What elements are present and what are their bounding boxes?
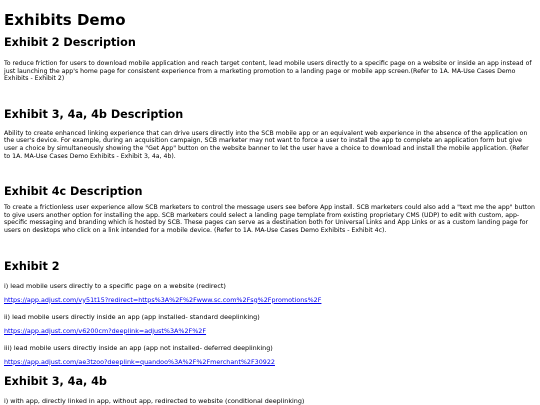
- exhibit-2-links-heading: Exhibit 2: [4, 259, 60, 273]
- exhibit-4c-description-text: To create a frictionless user experience allow SCB marketers to control the message users see before App install. SCB marketers could also add a "text me the app" button to give users another option for installing the app. SCB marketers could select a landing page template from existing proprietary CMS (UDP) to edit with custom, app-specific messaging and branding which is hosted by SCB. These pages can serve as a destination both for Universal Links and App Links or as a custom landing page for users on desktops who click on a link intended for a mobile device. (Refer to 1A. MA-Use Cases Demo Exhibits - Exhibit 4c).: [4, 204, 535, 234]
- deferred-deeplink-item-label: iii) lead mobile users directly inside an app (app not installed- deferred deeplinking): [4, 343, 273, 352]
- exhibit-2-description-heading: Exhibit 2 Description: [4, 36, 136, 49]
- exhibit-2-description-text: To reduce friction for users to download mobile application and reach target content, lead mobile users directly to a specific page on a website or inside an app instead of just launching the app's home page for consistent experience from a marketing promotion to a landing page or mobile app screen.(Refer to 1A. MA-Use Cases Demo Exhibits - Exhibit 2): [4, 60, 532, 83]
- standard-deeplink-link[interactable]: https://app.adjust.com/v6200cm?deeplink=adjust%3A%2F%2F: [4, 326, 207, 335]
- deferred-deeplink-item-link-row: [4, 358, 536, 366]
- redirect-item-label: i) lead mobile users directly to a specific page on a website (redirect): [4, 281, 226, 290]
- standard-deeplink-item-link-row: [4, 327, 536, 335]
- redirect-item-link-row: [4, 296, 536, 304]
- exhibit-3-4-description-heading: Exhibit 3, 4a, 4b Description: [4, 107, 184, 121]
- redirect-link[interactable]: https://app.adjust.com/vy51t15?redirect=https%3A%2F%2Fwww.sc.com%2Fsg%2Fpromotions%2F: [4, 295, 322, 304]
- page-title: Exhibits Demo: [4, 11, 126, 29]
- exhibit-4c-description-heading: Exhibit 4c Description: [4, 185, 143, 199]
- conditional-deeplink-item-label: i) with app, directly linked in app, without app, redirected to website (conditional deeplinking): [4, 396, 305, 405]
- exhibit-3-4-description-text: Ability to create enhanced linking experience that can drive users directly into the SCB mobile app or an equivalent web experience in the absence of the application on the user's device. For example, during an acquisition campaign, SCB marketer may not want to force a user to install the app to complete an application form but give user a choice by simultaneously showing the "Get App" button on the website banner to let the user have a choice to download and install the mobile application. (Refer to 1A. MA-Use Cases Demo Exhibits - Exhibit 3, 4a, 4b).: [4, 129, 529, 160]
- standard-deeplink-item-label: ii) lead mobile users directly inside an app (app installed- standard deeplinking): [4, 312, 260, 321]
- exhibit-3-4-links-heading: Exhibit 3, 4a, 4b: [4, 374, 107, 388]
- deferred-deeplink-link[interactable]: https://app.adjust.com/ae3tzoo?deeplink=quandoo%3A%2F%2Fmerchant%2F30922: [4, 357, 275, 366]
